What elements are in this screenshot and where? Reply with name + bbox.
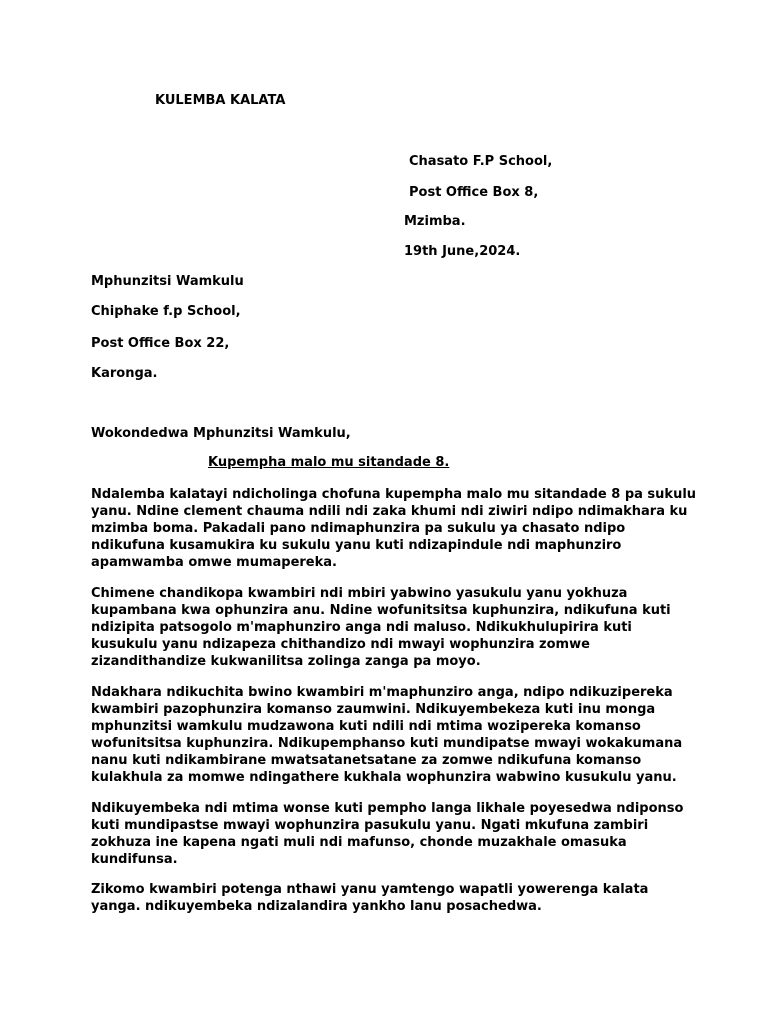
paragraph-line: kulakhula za momwe ndingathere kukhala wophunzira wabwino kusukulu yanu. bbox=[91, 770, 677, 785]
body-paragraph-1 bbox=[91, 486, 697, 571]
paragraph-line: kwambiri pazophunzira komanso zaumwini. Ndikuyembekeza kuti inu monga bbox=[91, 702, 656, 717]
salutation: Wokondedwa Mphunzitsi Wamkulu, bbox=[91, 426, 351, 441]
recipient-town: Karonga. bbox=[91, 366, 158, 381]
paragraph-line: apamwamba omwe mumapereka. bbox=[91, 555, 337, 570]
body-paragraph-4 bbox=[91, 800, 691, 868]
recipient-title: Mphunzitsi Wamkulu bbox=[91, 274, 244, 289]
paragraph-line: yanu. Ndine clement chauma ndili ndi zaka khumi ndi ziwiri ndipo ndimakhara ku bbox=[91, 504, 688, 519]
paragraph-line: Chimene chandikopa kwambiri ndi mbiri yabwino yasukulu yanu yokhuza bbox=[91, 586, 628, 601]
paragraph-line: kupambana kwa ophunzira anu. Ndine wofunitsitsa kuphunzira, ndikufuna kuti bbox=[91, 603, 671, 618]
sender-town: Mzimba. bbox=[404, 214, 466, 229]
paragraph-line: Ndikuyembeka ndi mtima wonse kuti pempho langa likhale poyesedwa ndiponso bbox=[91, 801, 684, 816]
letter-date: 19th June,2024. bbox=[404, 244, 521, 259]
subject-line: Kupempha malo mu sitandade 8. bbox=[208, 455, 450, 470]
paragraph-line: Ndakhara ndikuchita bwino kwambiri m'maphunziro anga, ndipo ndikuzipereka bbox=[91, 685, 673, 700]
paragraph-line: ndikufuna kusamukira ku sukulu yanu kuti ndizapindule ndi maphunziro bbox=[91, 538, 622, 553]
letter-heading: KULEMBA KALATA bbox=[155, 93, 286, 108]
paragraph-line: ndizipita patsogolo m'maphunziro anga ndi maluso. Ndikukhulupirira kuti bbox=[91, 620, 632, 635]
paragraph-line: wofunitsitsa kuphunzira. Ndikupemphanso kuti mundipatse mwayi wokakumana bbox=[91, 736, 683, 751]
paragraph-line: nanu kuti ndikambirane mwatsatanetsatane za zomwe ndikufuna komanso bbox=[91, 753, 642, 768]
paragraph-line: zokhuza ine kapena ngati muli ndi mafunso, chonde muzakhale omasuka bbox=[91, 835, 627, 850]
paragraph-line: kuti mundipastse mwayi wophunzira pasukulu yanu. Ngati mkufuna zambiri bbox=[91, 818, 649, 833]
recipient-po-box: Post Office Box 22, bbox=[91, 336, 230, 351]
sender-po-box: Post Office Box 8, bbox=[409, 185, 539, 200]
body-paragraph-3 bbox=[91, 684, 691, 786]
paragraph-line: zizandithandize kukwanilitsa zolinga zanga pa moyo. bbox=[91, 654, 481, 669]
paragraph-line: mphunzitsi wamkulu mudzawona kuti ndili ndi mtima wozipereka komanso bbox=[91, 719, 641, 734]
paragraph-line: Ndalemba kalatayi ndicholinga chofuna kupempha malo mu sitandade 8 pa sukulu bbox=[91, 487, 697, 502]
body-paragraph-2 bbox=[91, 585, 691, 670]
paragraph-line: kusukulu yanu ndizapeza chithandizo ndi mwayi wophunzira zomwe bbox=[91, 637, 590, 652]
paragraph-line: kundifunsa. bbox=[91, 852, 178, 867]
recipient-school: Chiphake f.p School, bbox=[91, 304, 241, 319]
sender-school: Chasato F.P School, bbox=[409, 154, 553, 169]
paragraph-line: mzimba boma. Pakadali pano ndimaphunzira pa sukulu ya chasato ndipo bbox=[91, 521, 626, 536]
body-paragraph-5 bbox=[91, 881, 691, 915]
paragraph-line: yanga. ndikuyembeka ndizalandira yankho lanu posachedwa. bbox=[91, 899, 542, 914]
paragraph-line: Zikomo kwambiri potenga nthawi yanu yamtengo wapatli yowerenga kalata bbox=[91, 882, 649, 897]
